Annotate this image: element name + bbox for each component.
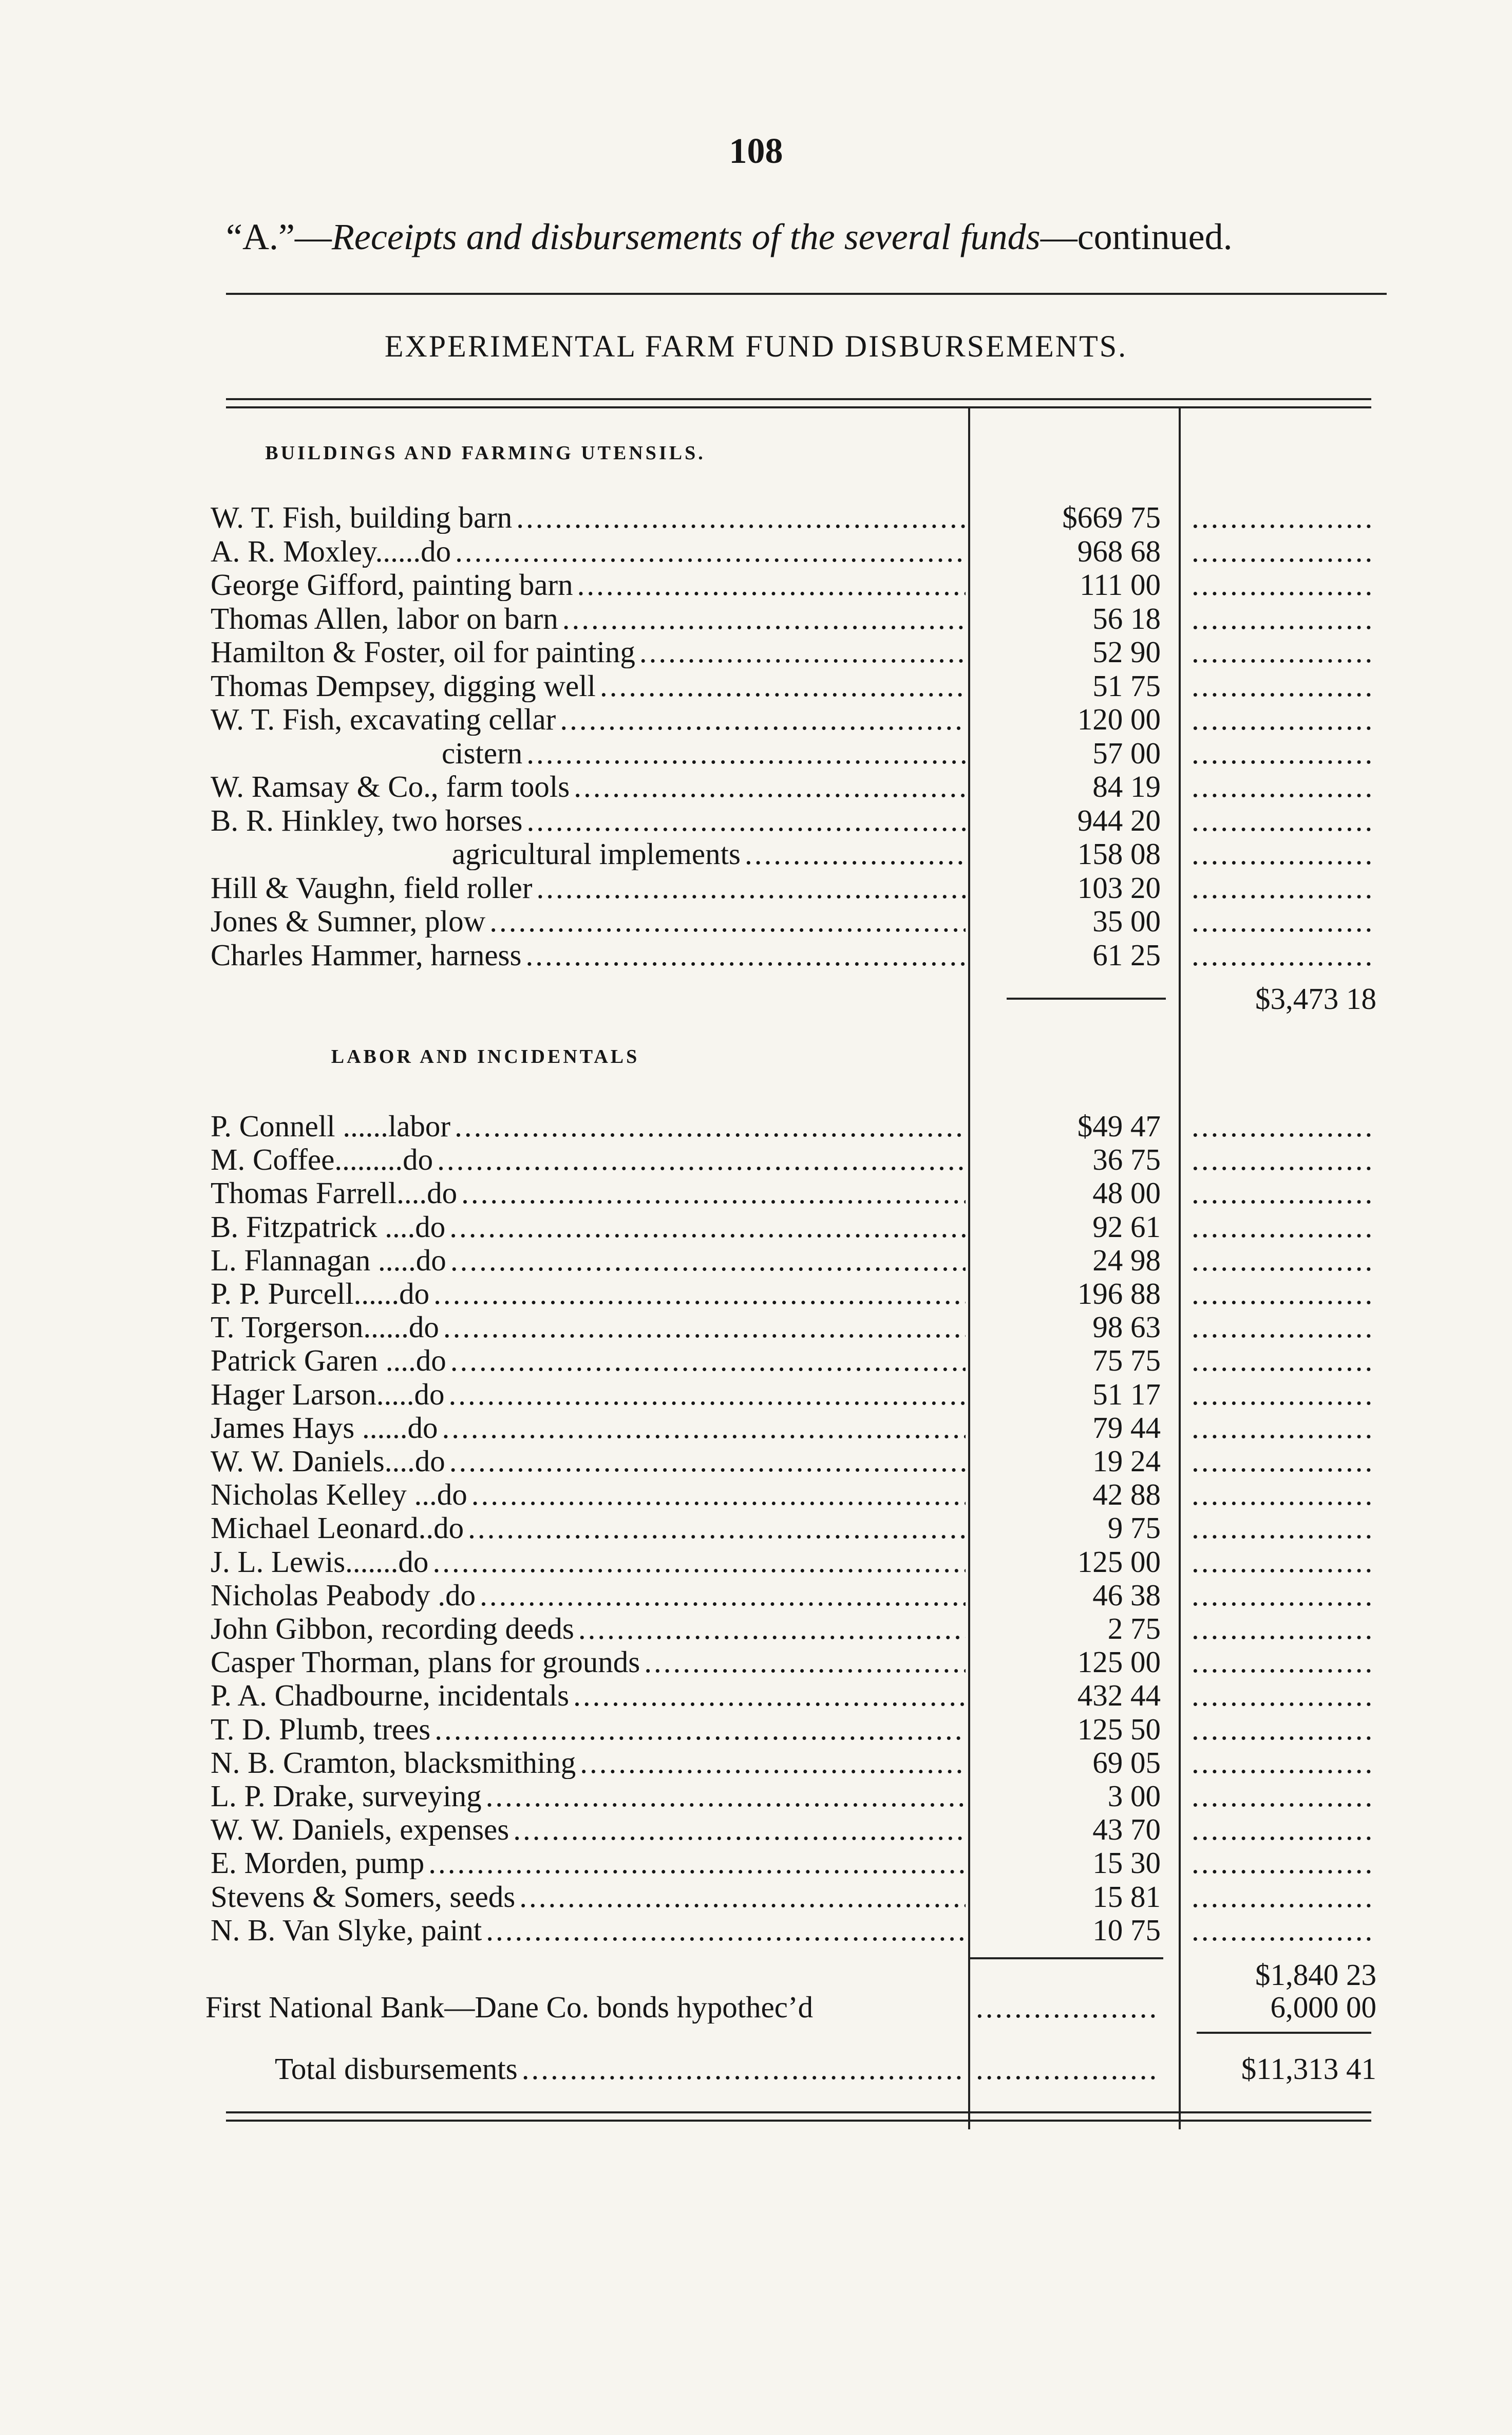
row-amount: 24 98 [1092, 1243, 1161, 1277]
row-amount: 36 75 [1092, 1142, 1161, 1177]
row-label: N. B. Cramton, blacksmithing [211, 1746, 576, 1779]
bank-label-wrap [205, 1991, 966, 2024]
table-row [0, 602, 1512, 635]
row-label: W. T. Fish, building barn [211, 501, 513, 534]
total-label: Total disbursements [275, 2052, 518, 2085]
total-label-wrap [275, 2052, 966, 2085]
dot-leader [450, 1244, 966, 1277]
row-amount: 125 50 [1077, 1712, 1161, 1746]
row-label: B. R. Hinkley, two horses [211, 803, 523, 837]
row-label-wrap [211, 1277, 966, 1310]
bank-label: First National Bank—Dane Co. bonds hypothec’d [205, 1991, 814, 2024]
total-column-leader [1192, 871, 1376, 904]
table-row [0, 635, 1512, 668]
dot-leader [480, 1579, 966, 1612]
row-label-wrap [452, 837, 966, 870]
row-label: P. A. Chadbourne, incidentals [211, 1679, 570, 1712]
total-column-leader [1192, 1914, 1376, 1946]
row-label: Hamilton & Foster, oil for painting [211, 635, 635, 668]
row-label-wrap [211, 1411, 966, 1444]
row-amount: 15 30 [1092, 1846, 1161, 1880]
total-column-leader [1192, 1780, 1376, 1812]
row-amount: 15 81 [1092, 1879, 1161, 1914]
table-row [0, 1244, 1512, 1277]
row-label-wrap [211, 669, 966, 702]
table-row [0, 568, 1512, 601]
row-label: Stevens & Somers, seeds [211, 1880, 516, 1913]
row-amount: 56 18 [1092, 601, 1161, 635]
row-label: Michael Leonard..do [211, 1511, 464, 1545]
row-label: A. R. Moxley......do [211, 534, 451, 568]
row-label: agricultural implements [452, 837, 741, 870]
buildings-subtotal-row [0, 982, 1512, 1015]
row-label: T. D. Plumb, trees [211, 1712, 431, 1746]
row-label: P. Connell ......labor [211, 1110, 451, 1142]
dot-leader [513, 1813, 966, 1846]
labor-subtotal: $1,840 23 [1255, 1958, 1376, 1992]
running-head [226, 216, 1387, 258]
row-amount: 48 00 [1092, 1176, 1161, 1210]
dot-leader [526, 737, 966, 770]
row-label-wrap [211, 635, 966, 668]
header-rule [226, 293, 1387, 295]
table-bottom-rule [226, 2111, 1371, 2122]
row-label-wrap [211, 1545, 966, 1578]
dot-leader [449, 1210, 966, 1243]
row-label-wrap [211, 501, 966, 534]
table-row [0, 1478, 1512, 1511]
labor-heading: LABOR AND INCIDENTALS [331, 1046, 640, 1067]
row-label-wrap [211, 1846, 966, 1879]
table-row [0, 770, 1512, 803]
row-amount: 125 00 [1077, 1544, 1161, 1579]
row-label-wrap [211, 770, 966, 803]
row-label-wrap [211, 1143, 966, 1176]
total-column-leader [1192, 703, 1376, 736]
row-label: Patrick Garen ....do [211, 1344, 446, 1377]
row-label-wrap [211, 535, 966, 568]
row-amount: 51 17 [1092, 1377, 1161, 1411]
table-row [0, 1780, 1512, 1812]
table-row [0, 1378, 1512, 1411]
running-head-title: Receipts and disbursements of the several funds [331, 216, 1041, 257]
table-row [0, 1679, 1512, 1712]
row-label: cistern [442, 736, 523, 770]
row-amount: 103 20 [1077, 870, 1161, 905]
row-label: Thomas Farrell....do [211, 1176, 458, 1210]
row-amount: 19 24 [1092, 1444, 1161, 1478]
row-amount: 968 68 [1077, 534, 1161, 568]
table-row [0, 1645, 1512, 1678]
table-row [0, 1344, 1512, 1377]
row-amount: 10 75 [1092, 1913, 1161, 1947]
table-row [0, 1914, 1512, 1946]
row-label: M. Coffee.........do [211, 1143, 433, 1176]
dot-leader [560, 703, 966, 736]
total-column-leader [1192, 1445, 1376, 1477]
dot-leader [580, 1746, 966, 1779]
table-row [0, 1210, 1512, 1243]
table-row [0, 1310, 1512, 1343]
total-column-leader [1192, 1277, 1376, 1310]
table-row [0, 804, 1512, 837]
total-column-leader [1192, 602, 1376, 635]
row-label-wrap [211, 1210, 966, 1243]
row-amount: 42 88 [1092, 1477, 1161, 1512]
buildings-subtotal: $3,473 18 [1255, 982, 1376, 1016]
total-column-leader [1192, 1378, 1376, 1411]
row-amount: 79 44 [1092, 1410, 1161, 1445]
row-amount: 35 00 [1092, 904, 1161, 938]
row-label-wrap [211, 905, 966, 938]
dot-leader [428, 1846, 966, 1879]
row-amount: 43 70 [1092, 1812, 1161, 1847]
row-amount: $49 47 [1077, 1109, 1161, 1143]
table-row [0, 1813, 1512, 1846]
row-label: T. Torgerson......do [211, 1310, 439, 1344]
row-label: Charles Hammer, harness [211, 938, 522, 971]
table-row [0, 939, 1512, 971]
table-row [0, 669, 1512, 702]
total-column-leader [1192, 669, 1376, 702]
row-label-wrap [211, 804, 966, 837]
table-row [0, 1746, 1512, 1779]
table-row [0, 501, 1512, 534]
row-amount: 84 19 [1092, 770, 1161, 803]
total-row [0, 2052, 1512, 2085]
running-head-prefix: “A.”— [226, 216, 332, 257]
row-label-wrap [211, 1244, 966, 1277]
total-column-leader [1192, 770, 1376, 803]
row-label: Hill & Vaughn, field roller [211, 871, 533, 904]
row-amount: 57 00 [1092, 736, 1161, 770]
total-column-leader [1192, 501, 1376, 534]
row-label-wrap [211, 1579, 966, 1612]
dot-leader [434, 1713, 966, 1746]
row-label: Hager Larson.....do [211, 1377, 445, 1411]
row-amount: 111 00 [1080, 568, 1161, 602]
row-label-wrap [211, 1511, 966, 1544]
row-label: B. Fitzpatrick ....do [211, 1210, 446, 1243]
dot-leader [433, 1277, 966, 1310]
total-column-leader [1192, 804, 1376, 837]
dot-leader [578, 1612, 966, 1645]
row-label: W. W. Daniels, expenses [211, 1813, 509, 1846]
table-row [0, 703, 1512, 736]
total-column-leader [1192, 1511, 1376, 1544]
dot-leader [573, 1679, 966, 1712]
table-row [0, 1846, 1512, 1879]
total-column-leader [1192, 737, 1376, 770]
row-label: George Gifford, painting barn [211, 568, 573, 601]
bank-amount: 6,000 00 [1270, 1990, 1376, 2024]
dot-leader [574, 770, 966, 803]
total-column-leader [1192, 535, 1376, 568]
row-label-wrap [211, 939, 966, 971]
total-column-leader [1192, 1645, 1376, 1678]
dot-leader [525, 939, 966, 971]
dot-leader [432, 1545, 966, 1578]
dot-leader [486, 1780, 966, 1812]
table-top-rule [226, 398, 1371, 408]
table-row [0, 1579, 1512, 1612]
row-label: Jones & Sumner, plow [211, 905, 486, 938]
row-label: W. W. Daniels....do [211, 1445, 445, 1477]
row-amount: 432 44 [1077, 1678, 1161, 1713]
row-label-wrap [442, 737, 966, 770]
row-label-wrap [211, 1645, 966, 1678]
row-label-wrap [211, 1679, 966, 1712]
total-column-leader [1192, 1612, 1376, 1645]
table-row [0, 1176, 1512, 1209]
row-label-wrap [211, 1378, 966, 1411]
row-label-wrap [211, 1612, 966, 1645]
row-label: L. P. Drake, surveying [211, 1780, 482, 1812]
table-row [0, 905, 1512, 938]
total-leader [976, 2052, 1161, 2085]
table-row [0, 1277, 1512, 1310]
row-amount: 98 63 [1092, 1310, 1161, 1344]
total-column-leader [1192, 905, 1376, 938]
total-column-leader [1192, 1813, 1376, 1846]
table-row [0, 1143, 1512, 1176]
total-column-leader [1192, 1478, 1376, 1511]
dot-leader [455, 535, 966, 568]
row-label: J. L. Lewis.......do [211, 1545, 429, 1578]
dot-leader [516, 501, 966, 534]
labor-subtotal-row [0, 1958, 1512, 1991]
row-label-wrap [211, 1344, 966, 1377]
dot-leader [562, 602, 966, 635]
row-label: James Hays ......do [211, 1411, 438, 1444]
table-row [0, 535, 1512, 568]
row-label-wrap [211, 602, 966, 635]
row-label: Casper Thorman, plans for grounds [211, 1645, 640, 1679]
total-column-leader [1192, 568, 1376, 601]
row-label: E. Morden, pump [211, 1846, 425, 1880]
total-amount: $11,313 41 [1241, 2052, 1376, 2086]
total-column-leader [1192, 1110, 1376, 1142]
total-column-leader [1192, 837, 1376, 870]
total-column-leader [1192, 1579, 1376, 1612]
total-column-leader [1192, 1846, 1376, 1879]
row-label-wrap [211, 1310, 966, 1343]
row-label-wrap [211, 1813, 966, 1846]
total-column-leader [1192, 635, 1376, 668]
row-amount: 125 00 [1077, 1645, 1161, 1679]
row-label-wrap [211, 1880, 966, 1913]
total-column-leader [1192, 1411, 1376, 1444]
running-head-suffix: —continued. [1040, 216, 1233, 257]
dot-leader [486, 1914, 966, 1946]
row-amount: 158 08 [1077, 837, 1161, 871]
row-label: Nicholas Peabody .do [211, 1578, 476, 1612]
bank-row [0, 1991, 1512, 2024]
row-label-wrap [211, 1445, 966, 1477]
dot-leader [471, 1478, 966, 1511]
total-rule [1197, 2032, 1371, 2034]
dot-leader [455, 1110, 966, 1142]
total-column-leader [1192, 1344, 1376, 1377]
buildings-heading: BUILDINGS AND FARMING UTENSILS. [265, 442, 706, 464]
bank-leader [976, 1991, 1161, 2024]
row-label: Nicholas Kelley ...do [211, 1478, 467, 1511]
table-row [0, 1445, 1512, 1477]
table-row [0, 837, 1512, 870]
row-label: W. T. Fish, excavating cellar [211, 703, 556, 736]
table-row [0, 871, 1512, 904]
dot-leader [443, 1310, 966, 1343]
dot-leader [600, 669, 966, 702]
total-column-leader [1192, 939, 1376, 971]
dot-leader [489, 905, 966, 938]
table-row [0, 1110, 1512, 1142]
row-label: Thomas Allen, labor on barn [211, 602, 558, 635]
row-amount: 52 90 [1092, 635, 1161, 669]
row-amount: 92 61 [1092, 1209, 1161, 1244]
dot-leader [468, 1511, 966, 1544]
row-amount: 51 75 [1092, 668, 1161, 703]
row-amount: $669 75 [1062, 500, 1161, 534]
row-amount: 75 75 [1092, 1343, 1161, 1378]
row-label: W. Ramsay & Co., farm tools [211, 770, 570, 803]
dot-leader [519, 1880, 966, 1913]
table-row [0, 737, 1512, 770]
row-amount: 2 75 [1107, 1612, 1161, 1645]
dot-leader [577, 568, 966, 601]
row-label-wrap [211, 703, 966, 736]
row-amount: 944 20 [1077, 803, 1161, 837]
dot-leader [461, 1176, 966, 1209]
total-column-leader [1192, 1210, 1376, 1243]
table-row [0, 1511, 1512, 1544]
row-label-wrap [211, 1478, 966, 1511]
row-amount: 69 05 [1092, 1745, 1161, 1780]
page-number: 108 [729, 132, 783, 171]
row-label: Thomas Dempsey, digging well [211, 669, 596, 702]
row-amount: 3 00 [1107, 1779, 1161, 1813]
table-row [0, 1880, 1512, 1913]
row-label-wrap [211, 1110, 966, 1142]
row-label-wrap [211, 1914, 966, 1946]
dot-leader [644, 1645, 966, 1678]
dot-leader [442, 1411, 966, 1444]
dot-leader [448, 1378, 966, 1411]
row-amount: 61 25 [1092, 938, 1161, 972]
total-column-leader [1192, 1746, 1376, 1779]
row-amount: 196 88 [1077, 1277, 1161, 1310]
dot-leader [437, 1143, 966, 1176]
row-label-wrap [211, 871, 966, 904]
total-column-leader [1192, 1143, 1376, 1176]
total-column-leader [1192, 1310, 1376, 1343]
row-amount: 46 38 [1092, 1578, 1161, 1612]
table-row [0, 1713, 1512, 1746]
row-label: John Gibbon, recording deeds [211, 1612, 574, 1645]
dot-leader [537, 871, 966, 904]
table-row [0, 1545, 1512, 1578]
row-label: N. B. Van Slyke, paint [211, 1913, 482, 1946]
dot-leader [526, 804, 966, 837]
table-row [0, 1612, 1512, 1645]
dot-leader [450, 1344, 966, 1377]
total-column-leader [1192, 1545, 1376, 1578]
row-label-wrap [211, 1713, 966, 1746]
dot-leader [449, 1445, 966, 1477]
total-column-leader [1192, 1880, 1376, 1913]
row-label-wrap [211, 1746, 966, 1779]
total-column-leader [1192, 1713, 1376, 1746]
dot-leader [639, 635, 966, 668]
row-amount: 9 75 [1107, 1511, 1161, 1545]
row-amount: 120 00 [1077, 702, 1161, 736]
row-label-wrap [211, 1780, 966, 1812]
dot-leader [745, 837, 966, 870]
row-label: P. P. Purcell......do [211, 1277, 430, 1310]
table-row [0, 1411, 1512, 1444]
total-column-leader [1192, 1176, 1376, 1209]
row-label: L. Flannagan .....do [211, 1243, 446, 1277]
row-label-wrap [211, 1176, 966, 1209]
total-column-leader [1192, 1679, 1376, 1712]
row-label-wrap [211, 568, 966, 601]
total-column-leader [1192, 1244, 1376, 1277]
section-title: EXPERIMENTAL FARM FUND DISBURSEMENTS. [384, 329, 1128, 363]
